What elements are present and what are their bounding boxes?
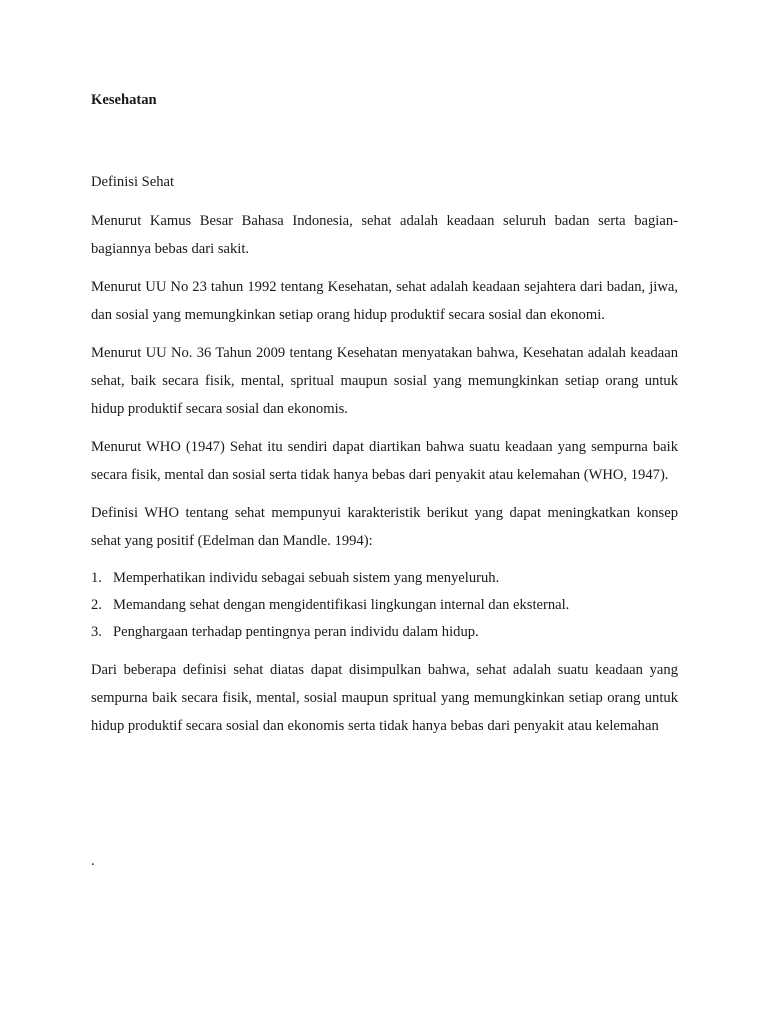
list-item (91, 565, 678, 592)
list-number: 3. (91, 624, 102, 640)
list-number: 2. (91, 597, 102, 613)
paragraph-uu-2009: Menurut UU No. 36 Tahun 2009 tentang Kesehatan menyatakan bahwa, Kesehatan adalah keadaan sehat, baik secara fisik, mental, spritual maupun sosial yang memungkinkan setiap orang untuk hidup produktif secara sosial dan ekonomis. (91, 345, 678, 417)
list-number: 1. (91, 570, 102, 586)
paragraph-kbbi: Menurut Kamus Besar Bahasa Indonesia, sehat adalah keadaan seluruh badan serta bagian-bagiannya bebas dari sakit. (91, 213, 678, 257)
section-heading: Definisi Sehat (91, 174, 175, 190)
paragraph-uu-1992: Menurut UU No 23 tahun 1992 tentang Kesehatan, sehat adalah keadaan sejahtera dari badan, jiwa, dan sosial yang memungkinkan setiap orang hidup produktif secara sosial dan ekonomi. (91, 279, 678, 323)
paragraph-conclusion: Dari beberapa definisi sehat diatas dapat disimpulkan bahwa, sehat adalah suatu keadaan yang sempurna baik secara fisik, mental, sosial maupun spritual yang memungkinkan setiap orang untuk hidup produktif secara sosial dan ekonomis serta tidak hanya bebas dari penyakit atau kelemahan (91, 662, 678, 734)
list-item (91, 619, 678, 646)
list-text: Memperhatikan individu sebagai sebuah sistem yang menyeluruh. (113, 570, 500, 586)
paragraph-who-characteristics: Definisi WHO tentang sehat mempunyui karakteristik berikut yang dapat meningkatkan konsep sehat yang positif (Edelman dan Mandle. 1994): (91, 505, 678, 549)
paragraph-who-1947: Menurut WHO (1947) Sehat itu sendiri dapat diartikan bahwa suatu keadaan yang sempurna baik secara fisik, mental dan sosial serta tidak hanya bebas dari penyakit atau kelemahan (WHO, 1947). (91, 439, 678, 483)
trailing-period: . (91, 853, 95, 869)
list-text: Penghargaan terhadap pentingnya peran individu dalam hidup. (113, 624, 479, 640)
document-title: Kesehatan (91, 92, 157, 108)
list-item (91, 592, 678, 619)
list-text: Memandang sehat dengan mengidentifikasi lingkungan internal dan eksternal. (113, 597, 570, 613)
characteristics-list (91, 565, 678, 646)
document-body (91, 207, 678, 750)
document-page (91, 0, 678, 1024)
